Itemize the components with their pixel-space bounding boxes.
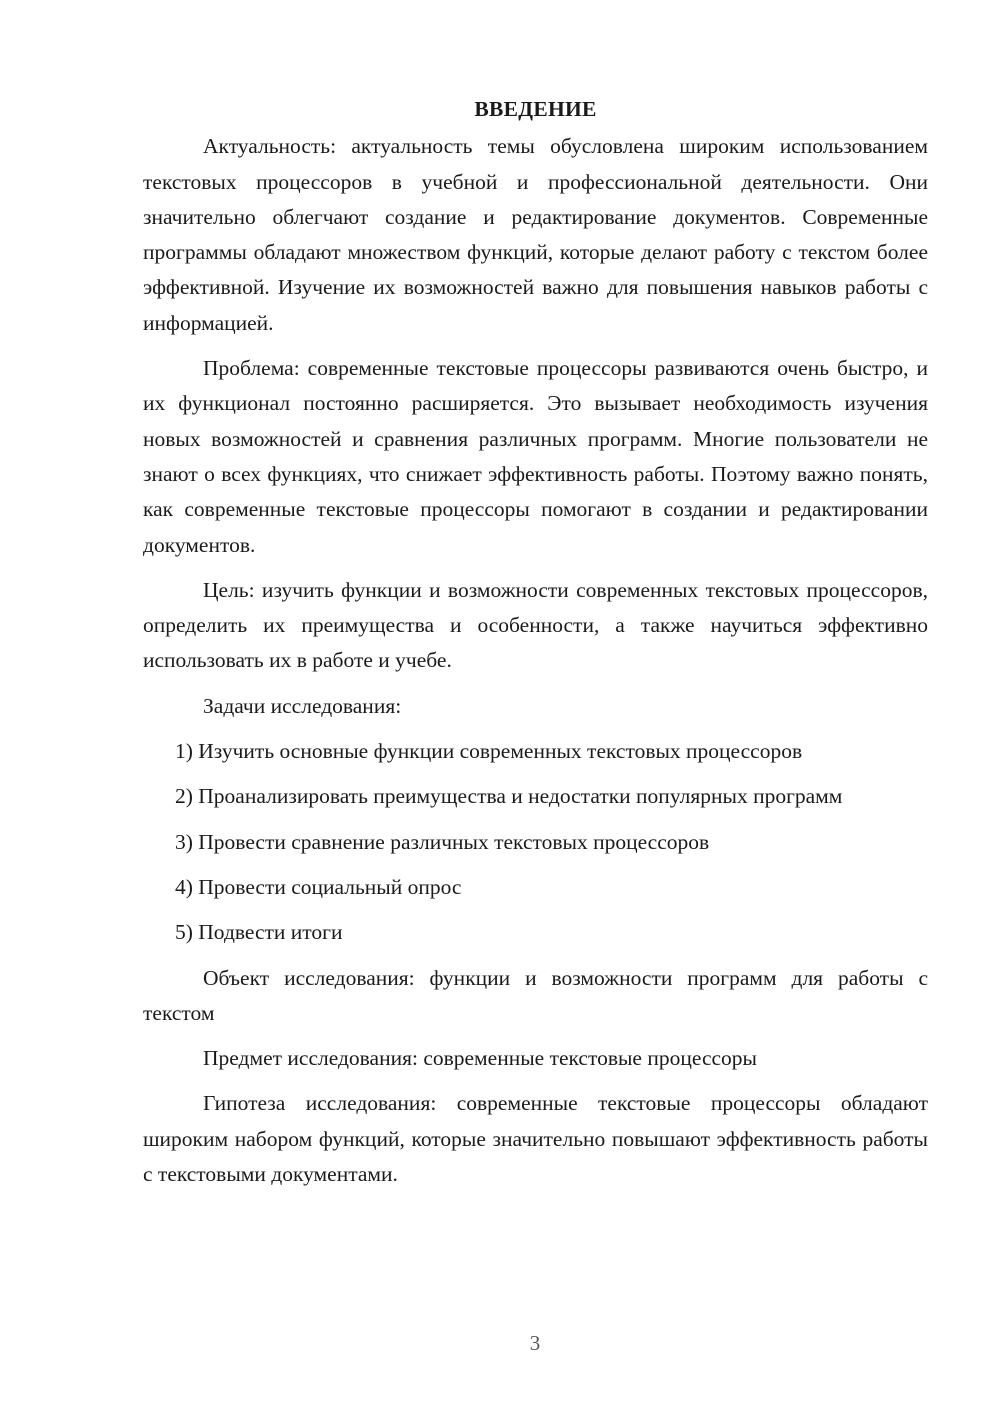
paragraph-relevance: Актуальность: актуальность темы обусловлена широким использованием текстовых процессоров в учебной и профессиональной деятельности. Они значительно облегчают создание и редактирование документов. Современные программы обладают множеством функций, которые делают работу с текстом более эффективной. Изучение их возможностей важно для повышения навыков работы с информацией.: [143, 134, 928, 335]
task-item: 3) Провести сравнение различных текстовых процессоров: [175, 829, 710, 854]
paragraph-object: Объект исследования: функции и возможности программ для работы с текстом: [143, 965, 928, 1025]
task-item: 1) Изучить основные функции современных текстовых процессоров: [175, 739, 803, 764]
paragraph-goal: Цель: изучить функции и возможности современных текстовых процессоров, определить их преимущества и особенности, а также научиться эффективно использовать их в работе и учебе.: [143, 577, 928, 673]
page-title: ВВЕДЕНИЕ: [474, 97, 597, 121]
paragraph-problem: Проблема: современные текстовые процессоры развиваются очень быстро, и их функционал постоянно расширяется. Это вызывает необходимость изучения новых возможностей и сравнения различных программ. Многие пользователи не знают о всех функциях, что снижает эффективность работы. Поэтому важно понять, как современные текстовые процессоры помогают в создании и редактировании документов.: [143, 356, 928, 557]
task-item: 2) Проанализировать преимущества и недостатки популярных программ: [175, 784, 843, 809]
document-page: [143, 92, 928, 1202]
task-item: 4) Провести социальный опрос: [175, 874, 462, 899]
paragraph-subject: Предмет исследования: современные текстовые процессоры: [203, 1046, 757, 1071]
task-item: 5) Подвести итоги: [175, 920, 343, 945]
paragraph-hypothesis: Гипотеза исследования: современные текстовые процессоры обладают широким набором функций, которые значительно повышают эффективность работы с текстовыми документами.: [143, 1091, 928, 1187]
page-number: 3: [529, 1331, 541, 1355]
tasks-heading: Задачи исследования:: [203, 693, 402, 718]
